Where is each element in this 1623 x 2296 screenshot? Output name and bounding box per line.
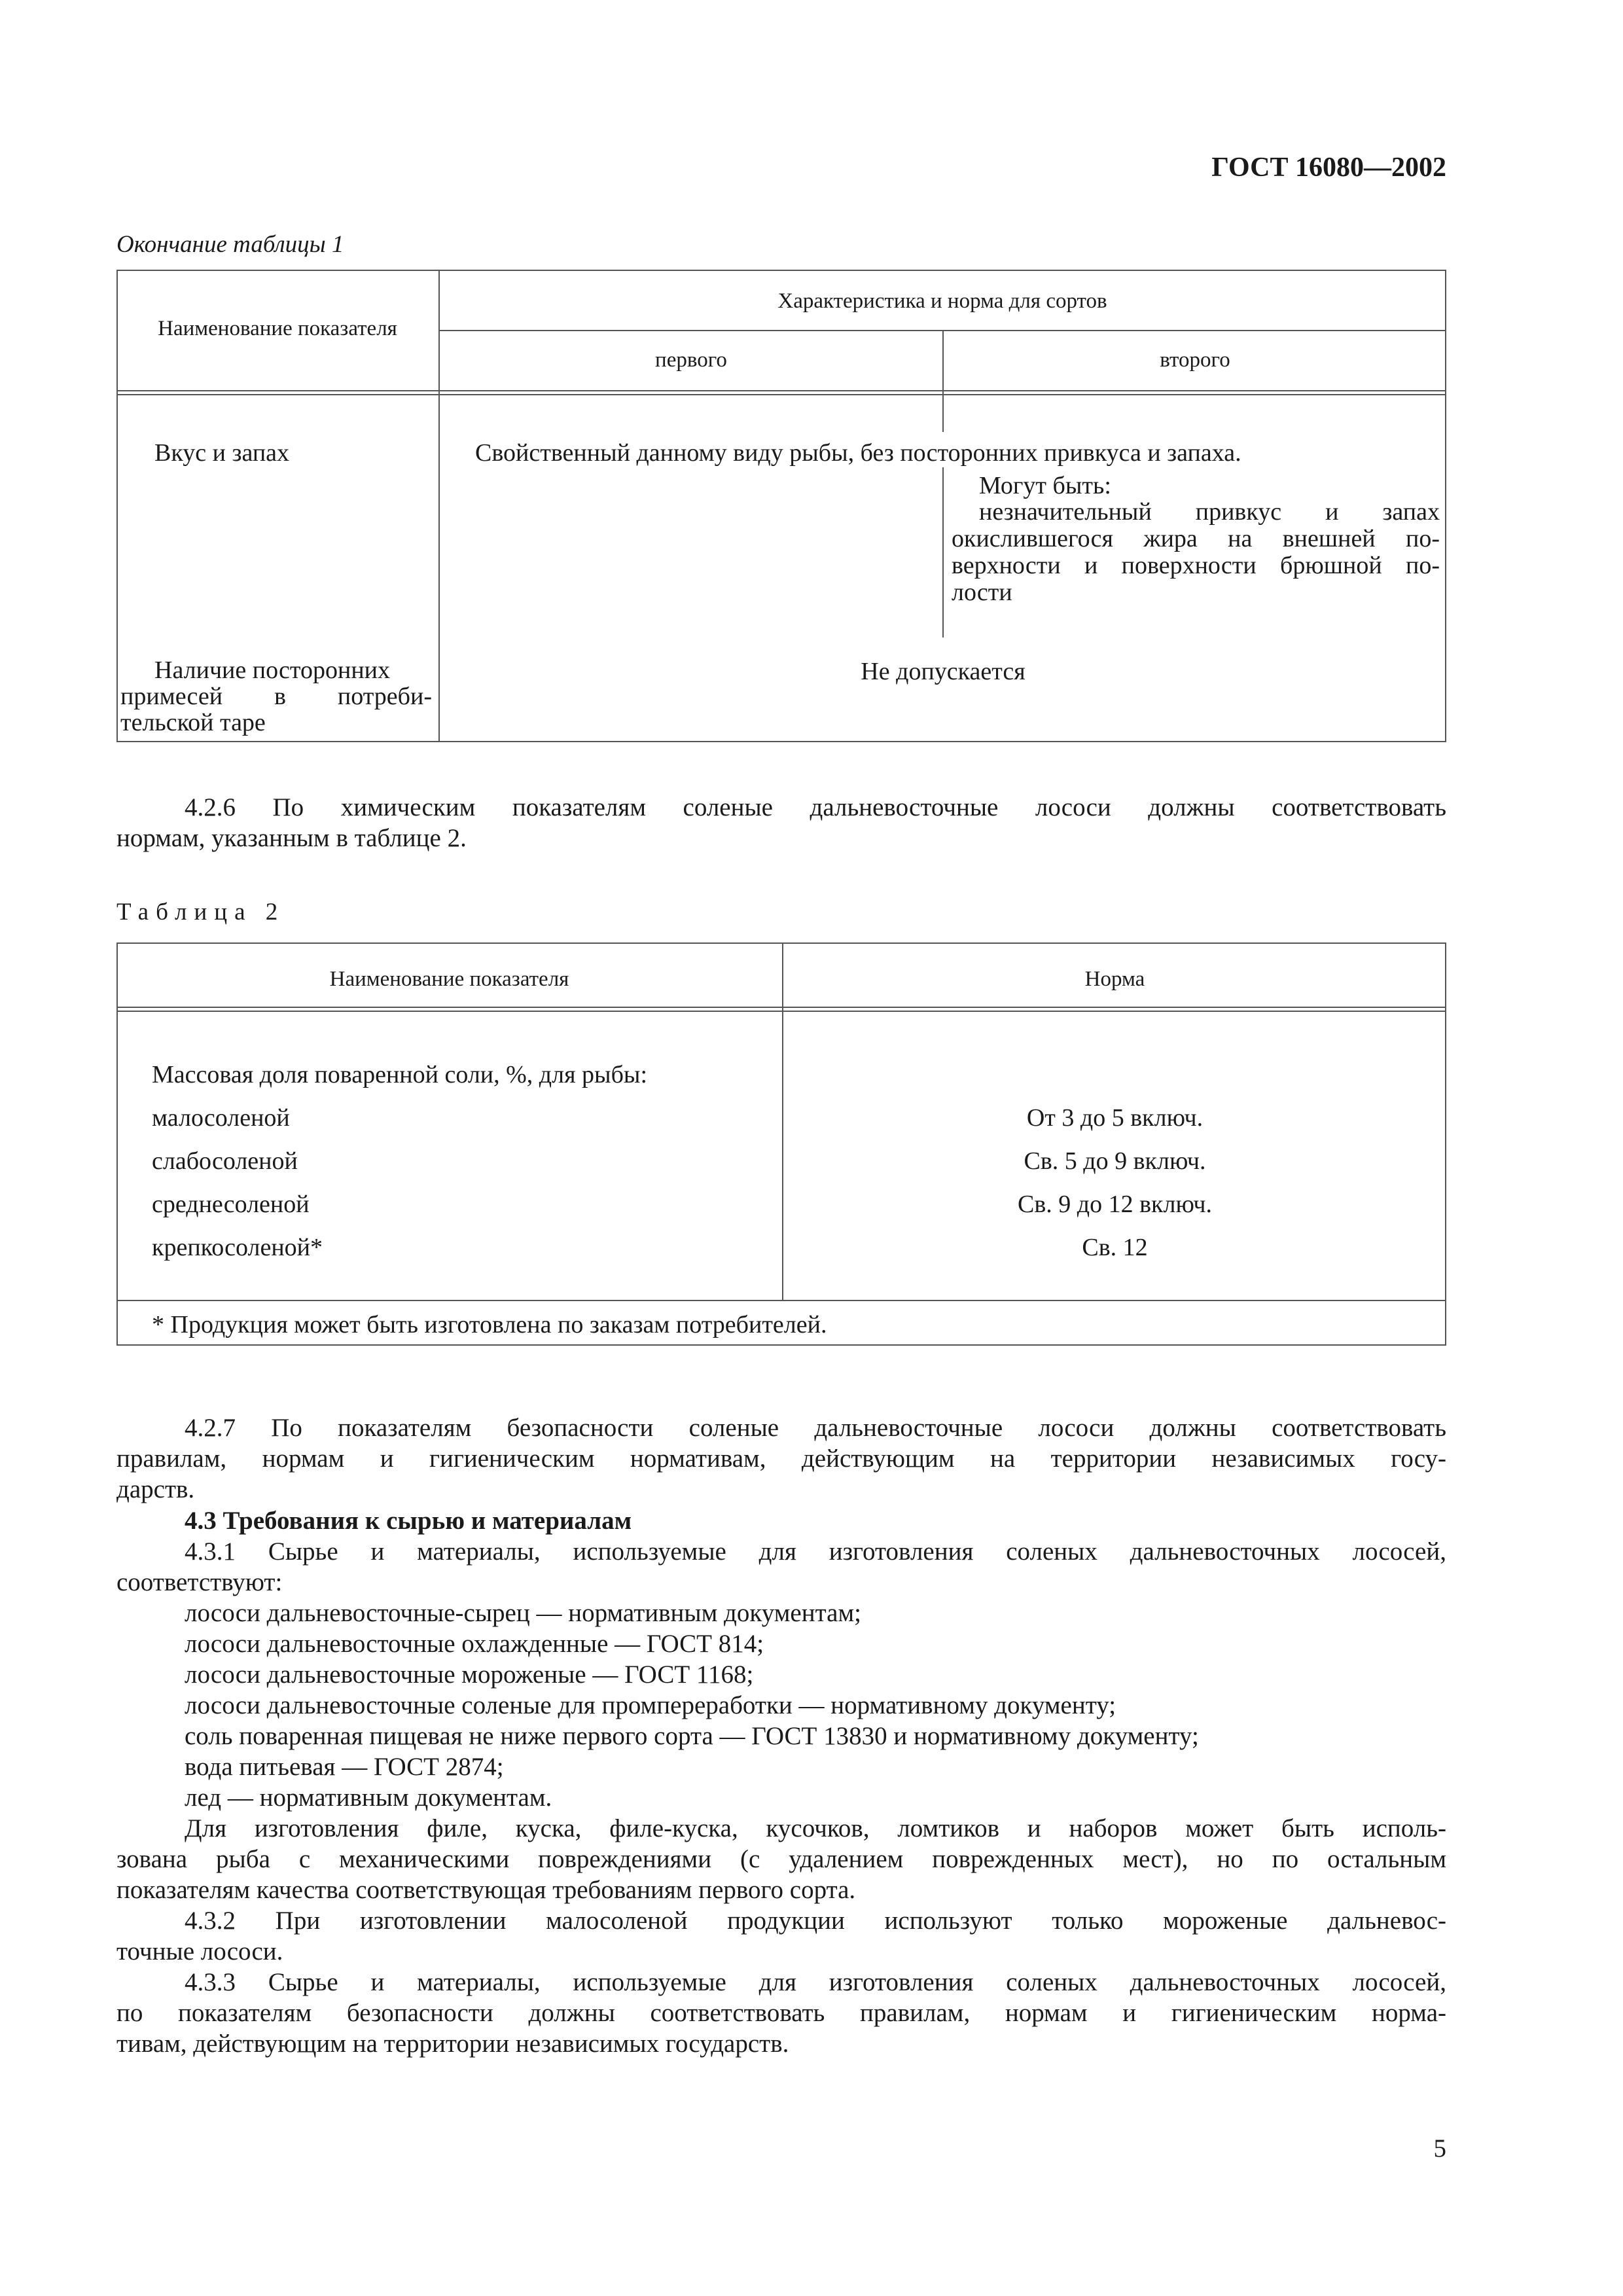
table2-row-name: среднесоленой: [152, 1191, 310, 1218]
table2: [116, 942, 1446, 1346]
table1-row1-second-line3: верхности и поверхности брюшной по-: [952, 552, 1440, 579]
list-item: лососи дальневосточные охлажденные — ГОСТ 814;: [185, 1630, 764, 1658]
table2-row-name: крепкосоленой*: [152, 1234, 323, 1261]
paragraph-4-3-2: [116, 1905, 1446, 1967]
table2-footnote: * Продукция может быть изготовлена по заказам потребителей.: [152, 1311, 827, 1338]
list-item: соль поваренная пищевая не ниже первого сорта — ГОСТ 13830 и нормативному документу;: [185, 1722, 1199, 1750]
document-id: ГОСТ 16080—2002: [1211, 152, 1446, 183]
table2-row-norm: Св. 9 до 12 включ.: [1017, 1191, 1213, 1218]
paragraph-4-3-1-line2: соответствуют:: [116, 1568, 283, 1596]
table1-row2-indicator-line1: Наличие посторонних: [154, 656, 391, 684]
paragraph-4-3-2-line2: точные лососи.: [116, 1937, 283, 1965]
table1-row2-common: Не допускается: [861, 658, 1026, 685]
paragraph-4-2-7-line2: правилам, нормам и гигиеническим нормативам, действующим на территории независимых госу-: [116, 1444, 1446, 1473]
paragraph-4-2-7-line1: 4.2.7 По показателям безопасности соленые дальневосточные лососи должны соответствовать: [185, 1414, 1446, 1442]
paragraph-4-3-1: [116, 1536, 1446, 1598]
paragraph-4-2-7-line3: дарств.: [116, 1475, 195, 1503]
section-heading-4-3: 4.3 Требования к сырью и материалам: [185, 1507, 632, 1535]
table2-caption: Таблица 2: [116, 899, 285, 925]
list-item: лососи дальневосточные-сырец — нормативным документам;: [185, 1599, 861, 1627]
table2-row-name: малосоленой: [152, 1104, 290, 1132]
paragraph-4-3-3-line2: по показателям безопасности должны соответствовать правилам, нормам и гигиеническим норма-: [116, 1999, 1446, 2027]
paragraph-4-3-2-line1: 4.3.2 При изготовлении малосоленой продукции используют только мороженые дальневос-: [185, 1907, 1446, 1935]
table1-col-group-header: Характеристика и норма для сортов: [777, 289, 1107, 313]
paragraph-4-2-6: [116, 792, 1446, 853]
list-item: вода питьевая — ГОСТ 2874;: [185, 1753, 504, 1781]
table1-col-first-header: первого: [655, 348, 727, 372]
table1-row2-indicator-line2: примесей в потреби-: [120, 683, 432, 710]
table1-col-second-header: второго: [1160, 348, 1230, 372]
paragraph-fillet-line3: показателям качества соответствующая требованиям первого сорта.: [116, 1876, 856, 1904]
paragraph-4-2-6-line2: нормам, указанным в таблице 2.: [116, 824, 467, 852]
table2-row-norm: Св. 12: [1082, 1234, 1148, 1261]
table1-row1-second-title: Могут быть:: [979, 472, 1111, 499]
table1-row1-common: Свойственный данному виду рыбы, без посторонних привкуса и запаха.: [475, 439, 1241, 467]
table1-caption: Окончание таблицы 1: [116, 231, 344, 258]
page-number: 5: [1433, 2134, 1446, 2162]
table1-row1-second-text: [952, 499, 1440, 606]
materials-list: [185, 1598, 1446, 1813]
table1-row1-second-line4: лости: [952, 579, 1012, 606]
paragraph-fillet-line2: зована рыба с механическими повреждениями (с удалением поврежденных мест), но по остальным: [116, 1845, 1446, 1873]
paragraph-fillet: [116, 1813, 1446, 1905]
paragraph-4-3-1-line1: 4.3.1 Сырье и материалы, используемые для изготовления соленых дальневосточных лососей,: [185, 1537, 1446, 1566]
table1-row2-indicator-line3: тельской таре: [120, 709, 266, 736]
paragraph-4-2-7: [116, 1412, 1446, 1505]
table2-row-name: слабосоленой: [152, 1147, 298, 1175]
list-item: лососи дальневосточные соленые для промпереработки — нормативному документу;: [185, 1691, 1116, 1719]
paragraph-4-3-3-line3: тивам, действующим на территории независимых государств.: [116, 2030, 789, 2058]
table1-col-indicator-header: Наименование показателя: [158, 317, 397, 340]
table1-row1-second-line2: окислившегося жира на внешней по-: [952, 525, 1440, 552]
paragraph-4-3-3: [116, 1967, 1446, 2059]
table1-row1-indicator: Вкус и запах: [154, 439, 290, 467]
table2-col-norm-header: Норма: [1084, 967, 1145, 991]
list-item: лососи дальневосточные мороженые — ГОСТ 1168;: [185, 1660, 754, 1689]
paragraph-4-2-6-line1: 4.2.6 По химическим показателям соленые дальневосточные лососи должны соответствовать: [185, 793, 1446, 821]
table2-group-label: Массовая доля поваренной соли, %, для рыбы:: [152, 1061, 648, 1088]
paragraph-fillet-line1: Для изготовления филе, куска, филе-куска, кусочков, ломтиков и наборов может быть исполь-: [185, 1814, 1446, 1842]
table1: [116, 270, 1446, 742]
list-item: лед — нормативным документам.: [185, 1784, 552, 1812]
table2-col-indicator-header: Наименование показателя: [329, 967, 569, 991]
table1-row2-indicator: [120, 657, 432, 736]
table2-row-norm: От 3 до 5 включ.: [1026, 1104, 1204, 1132]
table2-row-norm: Св. 5 до 9 включ.: [1024, 1147, 1206, 1175]
table1-row1-second-line1: незначительный привкус и запах: [979, 498, 1440, 526]
paragraph-4-3-3-line1: 4.3.3 Сырье и материалы, используемые для изготовления соленых дальневосточных лососей,: [185, 1968, 1446, 1996]
